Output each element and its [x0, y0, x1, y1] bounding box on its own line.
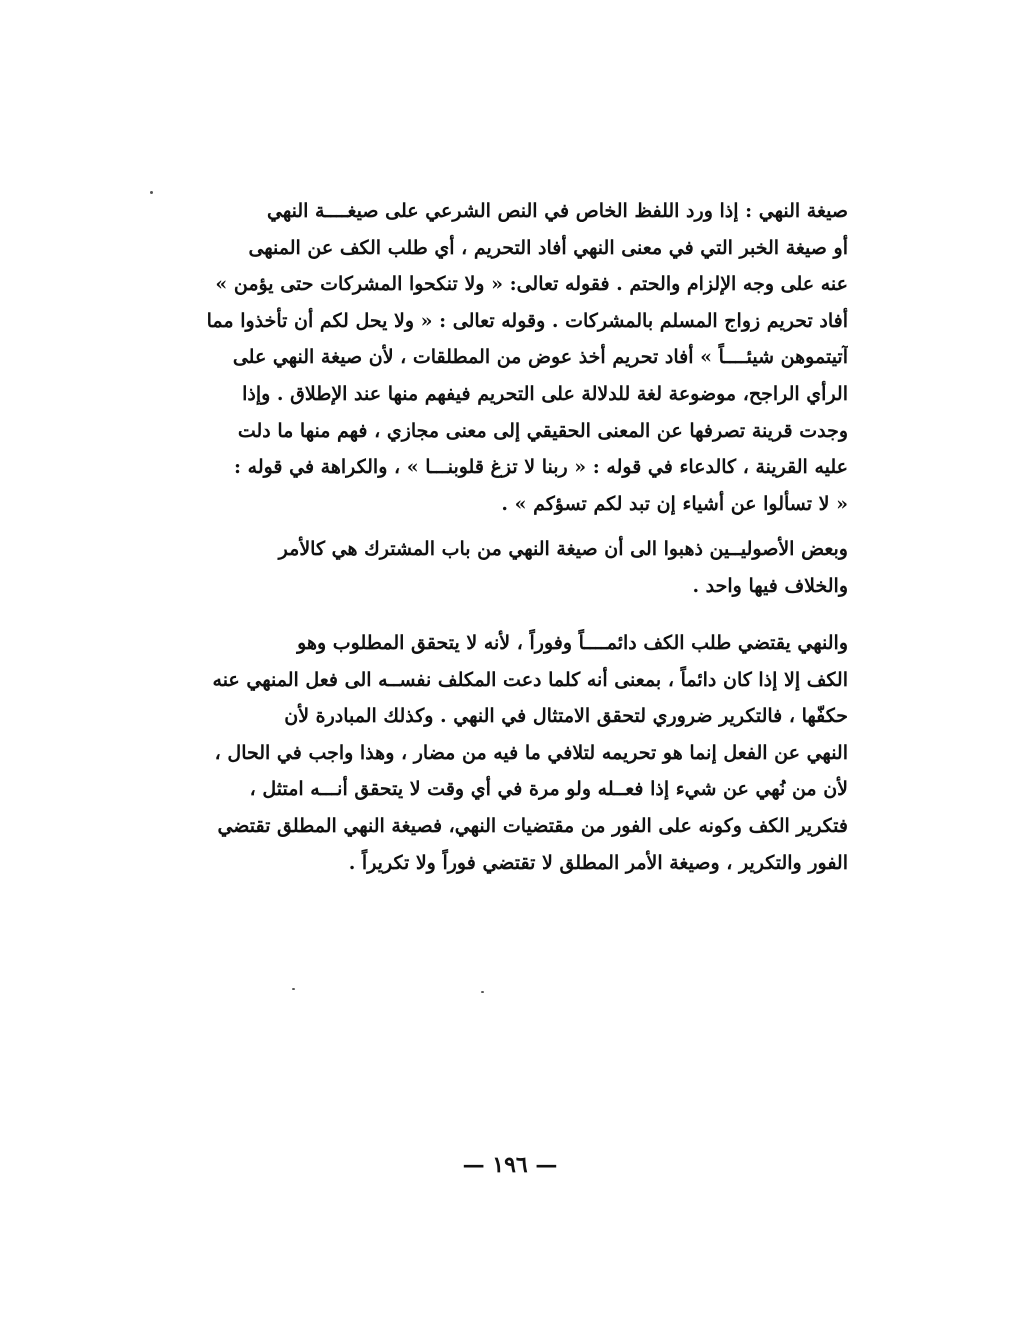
text-line: وبعض الأصوليــين ذهبوا الى أن صيغة النهي من باب المشترك هي كالأمر: [278, 538, 848, 560]
text-line: أو صيغة الخبر التي في معنى النهي أفاد التحريم ، أي طلب الكف عن المنهى: [248, 236, 848, 259]
text-line-content: إذا ورد اللفظ الخاص في النص الشرعي على صيغــــة النهي: [267, 200, 739, 222]
text-line: حكفّها ، فالتكرير ضروري لتحقق الامتثال في النهي . وكذلك المبادرة لأن: [284, 705, 848, 728]
text-line: [180, 193, 848, 230]
text-line: والنهي يقتضي طلب الكف دائمــــاً وفوراً ، لأنه لا يتحقق المطلوب وهو: [297, 632, 848, 654]
text-line: « لا تسألوا عن أشياء إن تبد لكم تسؤكم » .: [501, 492, 848, 515]
text-line: الرأي الراجح، موضوعة لغة للدلالة على التحريم فيفهم منها عند الإطلاق . وإذا: [242, 382, 848, 405]
text-line: لأن من نُهي عن شيء إذا فعــله ولو مرة في أي وقت لا يتحقق أنـــه امتثل ،: [249, 778, 848, 801]
text-line: آتيتموهن شيئــــاً » أفاد تحريم أخذ عوض من المطلقات ، لأن صيغة النهي على: [232, 346, 848, 369]
text-line: أفاد تحريم زواج المسلم بالمشركات . وقوله تعالى : « ولا يحل لكم أن تأخذوا مما: [206, 309, 848, 332]
paragraph-nahy-requirement: [180, 625, 848, 881]
scan-speck: [150, 191, 153, 194]
scan-speck: [481, 991, 484, 993]
paragraph-nahy-form: [180, 193, 848, 522]
text-line: الكف إلا إذا كان دائماً ، بمعنى أنه كلما دعت المكلف نفســه الى فعل المنهي عنه: [212, 668, 848, 691]
text-line: الفور والتكرير ، وصيغة الأمر المطلق لا تقتضي فوراً ولا تكريراً .: [348, 851, 848, 874]
text-line: والخلاف فيها واحد .: [692, 574, 848, 597]
page-number: — ١٩٦ —: [462, 1152, 558, 1178]
scan-speck: [292, 988, 295, 990]
text-line: عليه القرينة ، كالدعاء في قوله : « ربنا لا تزغ قلوبنـــا » ، والكراهة في قوله :: [234, 456, 848, 479]
text-line: عنه على وجه الإلزام والحتم . فقوله تعالى: « ولا تنكحوا المشركات حتى يؤمن »: [215, 273, 848, 296]
text-line: فتكرير الكف وكونه على الفور من مقتضيات النهي، فصيغة النهي المطلق تقتضي: [217, 814, 848, 837]
text-line: النهي عن الفعل إنما هو تحريمه لتلافي ما فيه من مضار ، وهذا واجب في الحال ،: [214, 741, 848, 764]
text-line: وجدت قرينة تصرفها عن المعنى الحقيقي إلى معنى مجازي ، فهم منها ما دلت: [237, 419, 848, 442]
section-term: صيغة النهي :: [745, 200, 848, 222]
paragraph-usuliyyin-opinion: [180, 531, 848, 604]
